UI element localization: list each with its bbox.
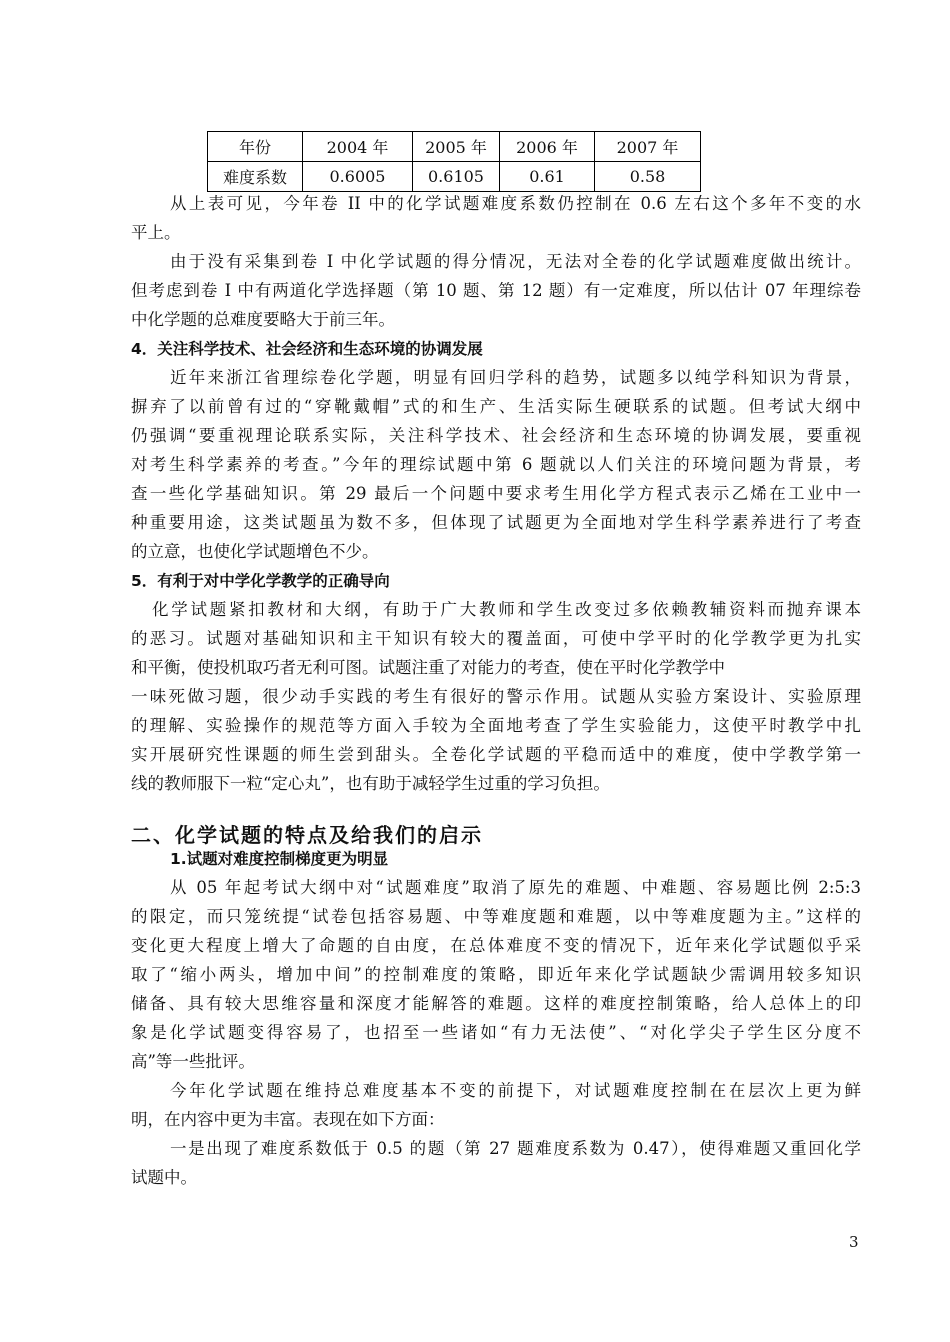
- paragraph-line: 从上表可见，今年卷 II 中的化学试题难度系数仍控制在 0.6 左右这个多年不变的水: [170, 194, 861, 213]
- paragraph-line: 仍强调“要重视理论联系实际，关注科学技术、社会经济和生态环境的协调发展，要重视: [131, 426, 861, 445]
- paragraph-line: 试题中。: [131, 1168, 197, 1187]
- table-cell: 0.61: [500, 162, 595, 192]
- section-heading: 5．有利于对中学化学教学的正确导向: [131, 572, 390, 590]
- paragraph-line: 平上。: [131, 223, 181, 242]
- section-heading: 4．关注科学技术、社会经济和生态环境的协调发展: [131, 340, 483, 358]
- section-title: 二、化学试题的特点及给我们的启示: [131, 823, 483, 847]
- paragraph-line: 和平衡，使投机取巧者无利可图。试题注重了对能力的考查，使在平时化学教学中: [131, 658, 725, 677]
- table-cell: 年份: [208, 132, 303, 162]
- paragraph-line: 的理解、实验操作的规范等方面入手较为全面地考查了学生实验能力，这使平时教学中扎: [131, 716, 861, 735]
- paragraph-line: 高”等一些批评。: [131, 1052, 255, 1071]
- paragraph-line: 一味死做习题，很少动手实践的考生有很好的警示作用。试题从实验方案设计、实验原理: [131, 687, 861, 706]
- page-number: 3: [849, 1233, 859, 1251]
- table-cell: 2005 年: [413, 132, 500, 162]
- subsection-heading: 1.试题对难度控制梯度更为明显: [170, 850, 389, 868]
- table-cell: 0.6105: [413, 162, 500, 192]
- table-cell: 难度系数: [208, 162, 303, 192]
- paragraph-line: 化学试题紧扣教材和大纲，有助于广大教师和学生改变过多依赖教辅资料而抛弃课本: [152, 600, 861, 619]
- paragraph-line: 查一些化学基础知识。第 29 最后一个问题中要求考生用化学方程式表示乙烯在工业中一: [131, 484, 861, 503]
- paragraph-line: 今年化学试题在维持总难度基本不变的前提下，对试题难度控制在在层次上更为鲜: [170, 1081, 861, 1100]
- difficulty-table: [207, 131, 701, 192]
- paragraph-line: 一是出现了难度系数低于 0.5 的题（第 27 题难度系数为 0.47），使得难题又重回化学: [170, 1139, 861, 1158]
- paragraph-line: 摒弃了以前曾有过的“穿靴戴帽”式的和生产、生活实际生硬联系的试题。但考试大纲中: [131, 397, 861, 416]
- paragraph-line: 的恶习。试题对基础知识和主干知识有较大的覆盖面，可使中学平时的化学教学更为扎实: [131, 629, 861, 648]
- paragraph-line: 由于没有采集到卷 I 中化学试题的得分情况，无法对全卷的化学试题难度做出统计。: [170, 252, 861, 271]
- paragraph-line: 对考生科学素养的考查。”今年的理综试题中第 6 题就以人们关注的环境问题为背景，考: [131, 455, 861, 474]
- table-header-row: [208, 132, 701, 162]
- paragraph-line: 中化学题的总难度要略大于前三年。: [131, 310, 395, 329]
- paragraph-line: 变化更大程度上增大了命题的自由度，在总体难度不变的情况下，近年来化学试题似乎采: [131, 936, 861, 955]
- paragraph-line: 线的教师服下一粒“定心丸”，也有助于减轻学生过重的学习负担。: [131, 774, 610, 793]
- paragraph-line: 种重要用途，这类试题虽为数不多，但体现了试题更为全面地对学生科学素养进行了考查: [131, 513, 861, 532]
- paragraph-line: 储备、具有较大思维容量和深度才能解答的难题。这样的难度控制策略，给人总体上的印: [131, 994, 861, 1013]
- paragraph-line: 近年来浙江省理综卷化学题，明显有回归学科的趋势，试题多以纯学科知识为背景，: [170, 368, 861, 387]
- paragraph-line: 从 05 年起考试大纲中对“试题难度”取消了原先的难题、中难题、容易题比例 2:5:3: [170, 878, 861, 897]
- paragraph-line: 象是化学试题变得容易了，也招至一些诸如“有力无法使”、“对化学尖子学生区分度不: [131, 1023, 861, 1042]
- paragraph-line: 明，在内容中更为丰富。表现在如下方面：: [131, 1110, 445, 1129]
- paragraph-line: 取了“缩小两头，增加中间”的控制难度的策略，即近年来化学试题缺少需调用较多知识: [131, 965, 861, 984]
- paragraph-line: 的立意，也使化学试题增色不少。: [131, 542, 379, 561]
- paragraph-line: 实开展研究性课题的师生尝到甜头。全卷化学试题的平稳而适中的难度，使中学教学第一: [131, 745, 861, 764]
- paragraph-line: 的限定，而只笼统提“试卷包括容易题、中等难度题和难题，以中等难度题为主。”这样的: [131, 907, 861, 926]
- table-cell: 2004 年: [303, 132, 413, 162]
- table-row: [208, 162, 701, 192]
- table-cell: 2006 年: [500, 132, 595, 162]
- table-cell: 0.58: [595, 162, 701, 192]
- paragraph-line: 但考虑到卷 I 中有两道化学选择题（第 10 题、第 12 题）有一定难度，所以估计 07 年理综卷: [131, 281, 861, 300]
- table-cell: 2007 年: [595, 132, 701, 162]
- table-cell: 0.6005: [303, 162, 413, 192]
